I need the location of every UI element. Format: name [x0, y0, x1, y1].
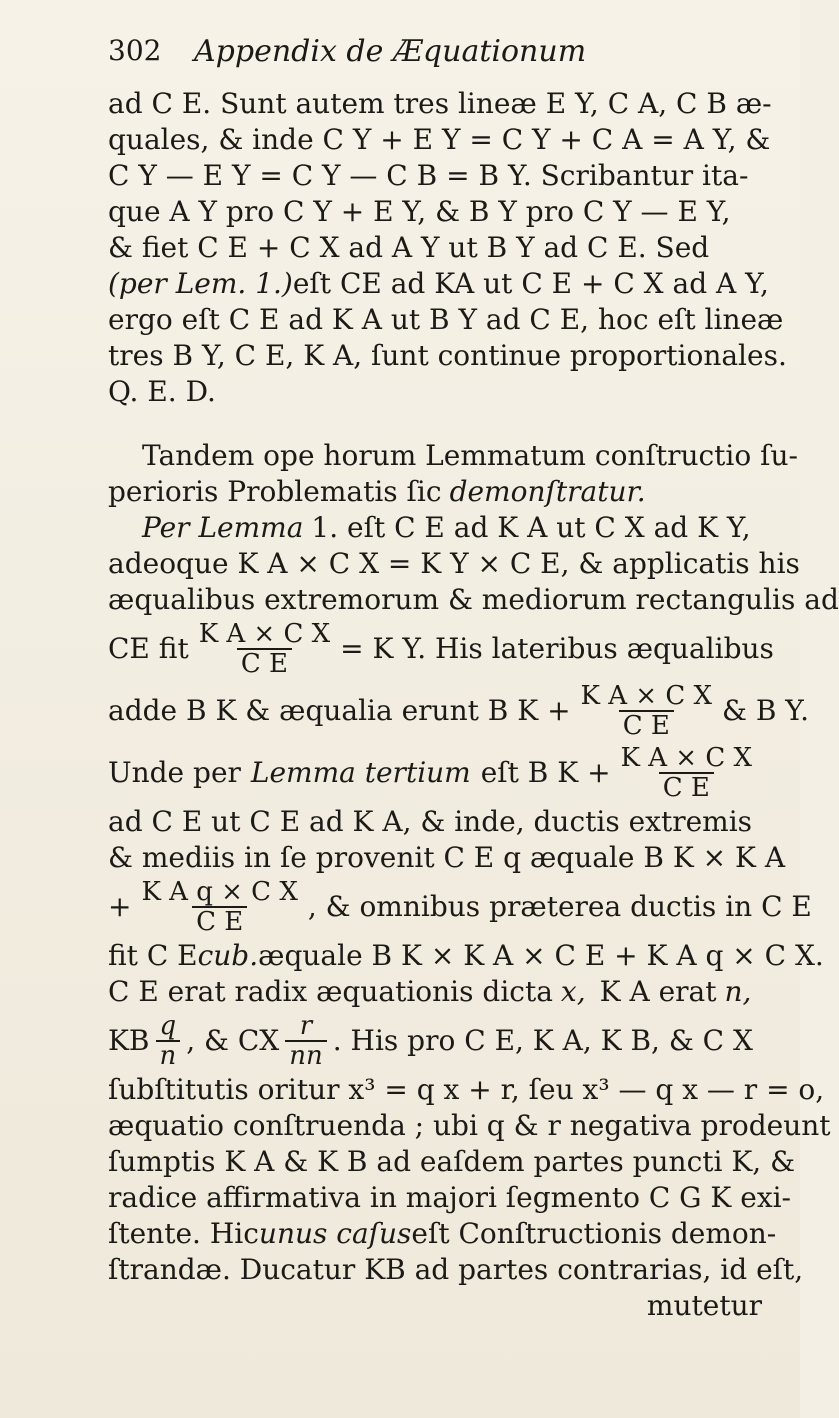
text-line: que A Y pro C Y + E Y, & B Y pro C Y — E Y, [108, 195, 731, 228]
text-line: C Y — E Y = C Y — C B = B Y. Scribantur ita- [108, 159, 749, 192]
page-header [108, 34, 760, 82]
main-text [108, 86, 839, 1324]
text-line: Tandem ope horum Lemmatum conſtructio ſu- [142, 439, 798, 472]
equation-line: KB $\frac{q}{n}$ , & CX $\frac{r}{nn}$ . His pro C E, K A, K B, & C X [108, 1011, 753, 1071]
equation-line: Unde per Lemma tertium eſt B K + $\frac{\text{K A × C X}}{\text{C E}}$ [108, 742, 762, 804]
text-line: & mediis in ſe provenit C E q æquale B K × K A [108, 841, 786, 874]
text-line: C E erat radix æquationis dicta x, K A erat n, [108, 975, 752, 1008]
lemma-reference: Per Lemma [142, 511, 304, 544]
text-line: ſtente. Hic unus caſus eſt Conſtructionis demon- [108, 1217, 777, 1250]
fraction: $\frac{\text{K A × C X}}{\text{C E}}$ [620, 743, 752, 803]
text-line: adeoque K A × C X = K Y × C E, & applicatis his [108, 547, 800, 580]
fraction: $\frac{\text{K A q × C X}}{\text{C E}}$ [141, 877, 298, 937]
fraction: $\frac{\text{K A × C X}}{\text{C E}}$ [580, 681, 712, 741]
text-line: æquatio conſtruenda ; ubi q & r negativa prodeunt [108, 1109, 831, 1142]
page-number: 302 [108, 34, 162, 67]
text-line: ſubſtitutis oritur x³ = q x + r, ſeu x³ — q x — r = o, [108, 1073, 825, 1106]
text-line: fit C E cub. æquale B K × K A × C E + K A q × C X. [108, 939, 824, 972]
equation-line: CE fit $\frac{\text{K A × C X}}{\text{C E}}$ = K Y. His lateribus æqualibus [108, 619, 774, 679]
text-line: tres B Y, C E, K A, ſunt continue proportionales. [108, 339, 787, 372]
text-line: ad C E ut C E ad K A, & inde, ductis extremis [108, 805, 753, 838]
lemma-reference: (per Lem. 1.) [108, 267, 293, 300]
text-line: Per Lemma 1. eſt C E ad K A ut C X ad K Y, [142, 511, 751, 544]
catchword: mutetur [646, 1289, 762, 1322]
fraction: $\frac{q}{n}$ [156, 1012, 181, 1070]
text-line: ſtrandæ. Ducatur KB ad partes contrarias, id eſt, [108, 1253, 804, 1286]
fraction: $\frac{\text{K A × C X}}{\text{C E}}$ [198, 619, 331, 679]
fraction: $\frac{r}{nn}$ [285, 1012, 327, 1070]
running-title: Appendix de Æquationum [194, 34, 587, 69]
text-line: radice affirmativa in majori ſegmento C G K exi- [108, 1181, 792, 1214]
text-line: (per Lem. 1.) eſt CE ad KA ut C E + C X ad A Y, [108, 267, 769, 300]
text-line: ergo eſt C E ad K A ut B Y ad C E, hoc eſt lineæ [108, 303, 784, 336]
text-line: quales, & inde C Y + E Y = C Y + C A = A Y, & [108, 123, 771, 156]
qed-line: Q. E. D. [108, 375, 216, 408]
text-line: ſumptis K A & K B ad eaſdem partes puncti K, & [108, 1145, 796, 1178]
text-line: ad C E. Sunt autem tres lineæ E Y, C A, C B æ- [108, 87, 772, 120]
text-line: & fiet C E + C X ad A Y ut B Y ad C E. Sed [108, 231, 710, 264]
text-line: æqualibus extremorum & mediorum rectangulis ad [108, 583, 839, 616]
text-line: perioris Problematis ſic demonſtratur. [108, 475, 646, 508]
equation-line: adde B K & æqualia erunt B K + $\frac{\text{K A × C X}}{\text{C E}}$ & B Y. [108, 681, 810, 741]
equation-line: + $\frac{\text{K A q × C X}}{\text{C E}}$ , & omnibus præterea ductis in C E [108, 877, 812, 937]
